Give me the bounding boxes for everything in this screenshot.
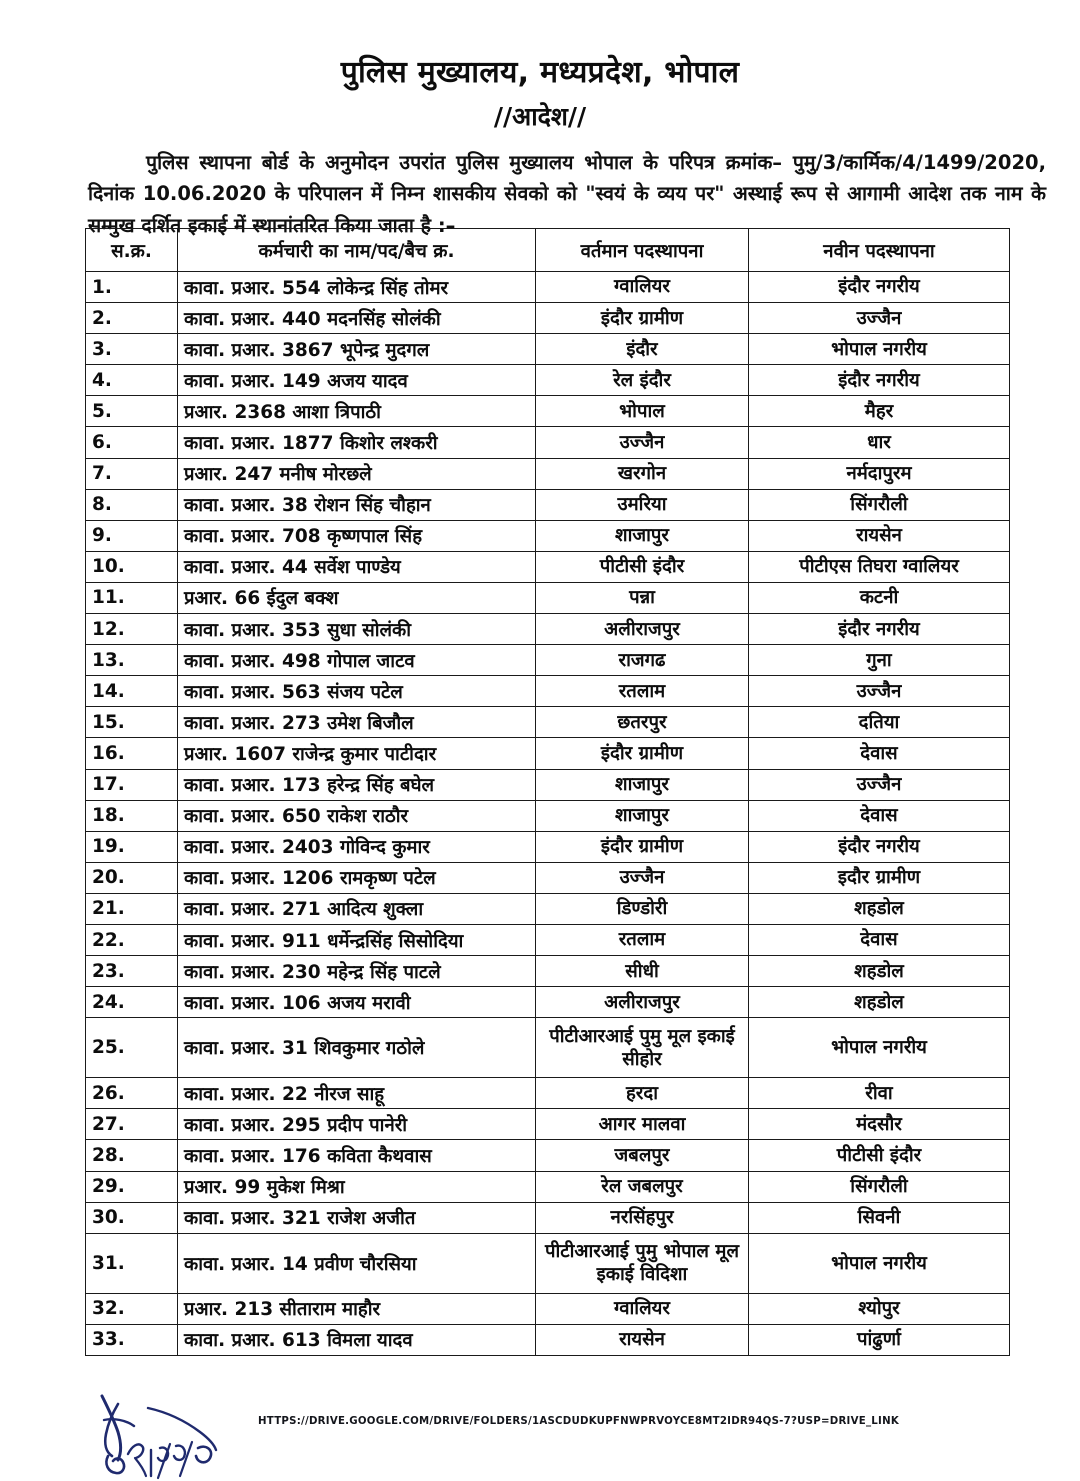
table-row bbox=[86, 1140, 1010, 1171]
table-header-row bbox=[86, 229, 1010, 272]
table-row bbox=[86, 614, 1010, 645]
cell-current-posting: रतलाम bbox=[536, 676, 749, 707]
table-row bbox=[86, 1078, 1010, 1109]
cell-employee-name: कावा. प्रआर. 911 धर्मेन्द्रसिंह सिसोदिया bbox=[178, 924, 536, 955]
cell-serial-number: 8. bbox=[86, 489, 178, 520]
cell-employee-name: प्रआर. 247 मनीष मोरछले bbox=[178, 458, 536, 489]
cell-current-posting: जबलपुर bbox=[536, 1140, 749, 1171]
cell-employee-name: कावा. प्रआर. 31 शिवकुमार गठोले bbox=[178, 1018, 536, 1078]
source-url-text: HTTPS://DRIVE.GOOGLE.COM/DRIVE/FOLDERS/1ASCDUDKUPFNWPRVOYCE8MT2IDR94QS-7?USP=DRIVE_LINK bbox=[258, 1416, 899, 1427]
cell-current-posting: नरसिंहपुर bbox=[536, 1202, 749, 1233]
cell-new-posting: शहडोल bbox=[749, 893, 1010, 924]
table-row bbox=[86, 738, 1010, 769]
cell-serial-number: 19. bbox=[86, 831, 178, 862]
table-row bbox=[86, 551, 1010, 582]
cell-employee-name: प्रआर. 213 सीताराम माहौर bbox=[178, 1293, 536, 1324]
cell-current-posting: रेल इंदौर bbox=[536, 365, 749, 396]
table-body bbox=[86, 272, 1010, 1356]
table-row bbox=[86, 1171, 1010, 1202]
cell-serial-number: 15. bbox=[86, 707, 178, 738]
table-row bbox=[86, 1324, 1010, 1355]
cell-current-posting: अलीराजपुर bbox=[536, 614, 749, 645]
cell-current-posting: इंदौर ग्रामीण bbox=[536, 831, 749, 862]
cell-current-posting: उज्जैन bbox=[536, 862, 749, 893]
cell-current-posting: शाजापुर bbox=[536, 769, 749, 800]
cell-serial-number: 21. bbox=[86, 893, 178, 924]
cell-serial-number: 23. bbox=[86, 956, 178, 987]
cell-employee-name: कावा. प्रआर. 38 रोशन सिंह चौहान bbox=[178, 489, 536, 520]
cell-new-posting: गुना bbox=[749, 645, 1010, 676]
cell-new-posting: शहडोल bbox=[749, 987, 1010, 1018]
cell-new-posting: सिवनी bbox=[749, 1202, 1010, 1233]
cell-serial-number: 3. bbox=[86, 334, 178, 365]
cell-new-posting: उज्जैन bbox=[749, 676, 1010, 707]
cell-serial-number: 6. bbox=[86, 427, 178, 458]
cell-new-posting: भोपाल नगरीय bbox=[749, 334, 1010, 365]
cell-current-posting: इंदौर bbox=[536, 334, 749, 365]
cell-employee-name: कावा. प्रआर. 2403 गोविन्द कुमार bbox=[178, 831, 536, 862]
cell-new-posting: भोपाल नगरीय bbox=[749, 1233, 1010, 1293]
cell-new-posting: कटनी bbox=[749, 582, 1010, 613]
cell-current-posting: हरदा bbox=[536, 1078, 749, 1109]
cell-employee-name: कावा. प्रआर. 295 प्रदीप पानेरी bbox=[178, 1109, 536, 1140]
cell-serial-number: 12. bbox=[86, 614, 178, 645]
table-row bbox=[86, 831, 1010, 862]
cell-employee-name: कावा. प्रआर. 149 अजय यादव bbox=[178, 365, 536, 396]
table-row bbox=[86, 396, 1010, 427]
table-row bbox=[86, 676, 1010, 707]
cell-employee-name: कावा. प्रआर. 353 सुधा सोलंकी bbox=[178, 614, 536, 645]
column-header-serial: स.क्र. bbox=[86, 229, 178, 272]
cell-employee-name: कावा. प्रआर. 230 महेन्द्र सिंह पाटले bbox=[178, 956, 536, 987]
cell-current-posting: अलीराजपुर bbox=[536, 987, 749, 1018]
cell-serial-number: 13. bbox=[86, 645, 178, 676]
cell-current-posting: खरगोन bbox=[536, 458, 749, 489]
table-row bbox=[86, 1233, 1010, 1293]
cell-employee-name: कावा. प्रआर. 3867 भूपेन्द्र मुदगल bbox=[178, 334, 536, 365]
cell-current-posting: इंदौर ग्रामीण bbox=[536, 738, 749, 769]
column-header-employee-name: कर्मचारी का नाम/पद/बैच क्र. bbox=[178, 229, 536, 272]
cell-new-posting: सिंगरौली bbox=[749, 1171, 1010, 1202]
table-row bbox=[86, 427, 1010, 458]
cell-new-posting: देवास bbox=[749, 738, 1010, 769]
cell-current-posting: पीटीआरआई पुमु मूल इकाई सीहोर bbox=[536, 1018, 749, 1078]
cell-serial-number: 24. bbox=[86, 987, 178, 1018]
table-row bbox=[86, 956, 1010, 987]
cell-new-posting: इदौर ग्रामीण bbox=[749, 862, 1010, 893]
table-row bbox=[86, 272, 1010, 303]
cell-current-posting: सीधी bbox=[536, 956, 749, 987]
cell-current-posting: रायसेन bbox=[536, 1324, 749, 1355]
cell-current-posting: आगर मालवा bbox=[536, 1109, 749, 1140]
cell-serial-number: 14. bbox=[86, 676, 178, 707]
table-row bbox=[86, 645, 1010, 676]
cell-new-posting: पीटीएस तिघरा ग्वालियर bbox=[749, 551, 1010, 582]
cell-current-posting: रेल जबलपुर bbox=[536, 1171, 749, 1202]
cell-current-posting: पन्ना bbox=[536, 582, 749, 613]
transfer-table-container bbox=[85, 228, 957, 1356]
cell-current-posting: भोपाल bbox=[536, 396, 749, 427]
cell-employee-name: कावा. प्रआर. 106 अजय मरावी bbox=[178, 987, 536, 1018]
cell-current-posting: डिण्डोरी bbox=[536, 893, 749, 924]
cell-new-posting: इंदौर नगरीय bbox=[749, 614, 1010, 645]
table-row bbox=[86, 582, 1010, 613]
cell-employee-name: कावा. प्रआर. 708 कृष्णपाल सिंह bbox=[178, 520, 536, 551]
table-row bbox=[86, 1293, 1010, 1324]
cell-employee-name: कावा. प्रआर. 173 हरेन्द्र सिंह बघेल bbox=[178, 769, 536, 800]
cell-new-posting: नर्मदापुरम bbox=[749, 458, 1010, 489]
cell-serial-number: 31. bbox=[86, 1233, 178, 1293]
cell-employee-name: कावा. प्रआर. 1877 किशोर लश्करी bbox=[178, 427, 536, 458]
table-row bbox=[86, 800, 1010, 831]
cell-serial-number: 25. bbox=[86, 1018, 178, 1078]
cell-employee-name: कावा. प्रआर. 22 नीरज साहू bbox=[178, 1078, 536, 1109]
cell-new-posting: शहडोल bbox=[749, 956, 1010, 987]
cell-employee-name: कावा. प्रआर. 271 आदित्य शुक्ला bbox=[178, 893, 536, 924]
cell-serial-number: 7. bbox=[86, 458, 178, 489]
table-row bbox=[86, 893, 1010, 924]
cell-serial-number: 11. bbox=[86, 582, 178, 613]
column-header-new-posting: नवीन पदस्थापना bbox=[749, 229, 1010, 272]
cell-employee-name: प्रआर. 66 ईदुल बक्श bbox=[178, 582, 536, 613]
cell-new-posting: मंदसौर bbox=[749, 1109, 1010, 1140]
table-row bbox=[86, 769, 1010, 800]
cell-employee-name: कावा. प्रआर. 613 विमला यादव bbox=[178, 1324, 536, 1355]
cell-employee-name: कावा. प्रआर. 554 लोकेन्द्र सिंह तोमर bbox=[178, 272, 536, 303]
cell-new-posting: पांढुर्णा bbox=[749, 1324, 1010, 1355]
cell-employee-name: कावा. प्रआर. 176 कविता कैथवास bbox=[178, 1140, 536, 1171]
cell-new-posting: भोपाल नगरीय bbox=[749, 1018, 1010, 1078]
cell-serial-number: 27. bbox=[86, 1109, 178, 1140]
table-row bbox=[86, 303, 1010, 334]
cell-serial-number: 22. bbox=[86, 924, 178, 955]
table-row bbox=[86, 1018, 1010, 1078]
cell-employee-name: कावा. प्रआर. 273 उमेश बिजौल bbox=[178, 707, 536, 738]
cell-current-posting: शाजापुर bbox=[536, 520, 749, 551]
cell-serial-number: 10. bbox=[86, 551, 178, 582]
cell-serial-number: 32. bbox=[86, 1293, 178, 1324]
table-row bbox=[86, 334, 1010, 365]
table-row bbox=[86, 862, 1010, 893]
cell-serial-number: 16. bbox=[86, 738, 178, 769]
document-header bbox=[0, 0, 1080, 133]
cell-serial-number: 26. bbox=[86, 1078, 178, 1109]
cell-employee-name: कावा. प्रआर. 650 राकेश राठौर bbox=[178, 800, 536, 831]
cell-new-posting: देवास bbox=[749, 924, 1010, 955]
cell-serial-number: 9. bbox=[86, 520, 178, 551]
cell-serial-number: 20. bbox=[86, 862, 178, 893]
order-body-paragraph: पुलिस स्थापना बोर्ड के अनुमोदन उपरांत पुलिस मुख्यालय भोपाल के परिपत्र क्रमांक– पुमु/3/कार्मिक/4/1499/2020, दिनांक 10.06.2020 के परिपालन में निम्न शासकीय सेवको को "स्वयं के व्यय पर" अस्थाई रूप से आगामी आदेश तक नाम के सम्मुख दर्शित इकाई में स्थानांतरित किया जाता है :– bbox=[88, 150, 1046, 237]
cell-current-posting: पीटीसी इंदौर bbox=[536, 551, 749, 582]
table-row bbox=[86, 458, 1010, 489]
cell-serial-number: 2. bbox=[86, 303, 178, 334]
table-row bbox=[86, 1202, 1010, 1233]
cell-serial-number: 18. bbox=[86, 800, 178, 831]
cell-new-posting: इंदौर नगरीय bbox=[749, 272, 1010, 303]
cell-new-posting: श्योपुर bbox=[749, 1293, 1010, 1324]
cell-new-posting: देवास bbox=[749, 800, 1010, 831]
cell-new-posting: उज्जैन bbox=[749, 769, 1010, 800]
cell-serial-number: 30. bbox=[86, 1202, 178, 1233]
cell-new-posting: उज्जैन bbox=[749, 303, 1010, 334]
table-head bbox=[86, 229, 1010, 272]
cell-serial-number: 29. bbox=[86, 1171, 178, 1202]
table-row bbox=[86, 365, 1010, 396]
cell-current-posting: उज्जैन bbox=[536, 427, 749, 458]
cell-serial-number: 28. bbox=[86, 1140, 178, 1171]
cell-current-posting: इंदौर ग्रामीण bbox=[536, 303, 749, 334]
table-row bbox=[86, 1109, 1010, 1140]
cell-new-posting: पीटीसी इंदौर bbox=[749, 1140, 1010, 1171]
cell-current-posting: छतरपुर bbox=[536, 707, 749, 738]
cell-current-posting: ग्वालियर bbox=[536, 272, 749, 303]
cell-current-posting: उमरिया bbox=[536, 489, 749, 520]
cell-serial-number: 5. bbox=[86, 396, 178, 427]
cell-employee-name: प्रआर. 1607 राजेन्द्र कुमार पाटीदार bbox=[178, 738, 536, 769]
cell-employee-name: कावा. प्रआर. 1206 रामकृष्ण पटेल bbox=[178, 862, 536, 893]
table-row bbox=[86, 707, 1010, 738]
table-row bbox=[86, 489, 1010, 520]
cell-employee-name: कावा. प्रआर. 14 प्रवीण चौरसिया bbox=[178, 1233, 536, 1293]
cell-new-posting: इंदौर नगरीय bbox=[749, 831, 1010, 862]
table-row bbox=[86, 520, 1010, 551]
transfer-table bbox=[85, 228, 1010, 1356]
cell-new-posting: इंदौर नगरीय bbox=[749, 365, 1010, 396]
cell-new-posting: दतिया bbox=[749, 707, 1010, 738]
cell-new-posting: सिंगरौली bbox=[749, 489, 1010, 520]
cell-employee-name: कावा. प्रआर. 44 सर्वेश पाण्डेय bbox=[178, 551, 536, 582]
column-header-current-posting: वर्तमान पदस्थापना bbox=[536, 229, 749, 272]
cell-serial-number: 1. bbox=[86, 272, 178, 303]
cell-current-posting: ग्वालियर bbox=[536, 1293, 749, 1324]
cell-employee-name: कावा. प्रआर. 498 गोपाल जाटव bbox=[178, 645, 536, 676]
cell-serial-number: 33. bbox=[86, 1324, 178, 1355]
cell-current-posting: पीटीआरआई पुमु भोपाल मूल इकाई विदिशा bbox=[536, 1233, 749, 1293]
office-title: पुलिस मुख्यालय, मध्यप्रदेश, भोपाल bbox=[340, 55, 740, 90]
cell-employee-name: कावा. प्रआर. 440 मदनसिंह सोलंकी bbox=[178, 303, 536, 334]
cell-new-posting: रीवा bbox=[749, 1078, 1010, 1109]
table-row bbox=[86, 987, 1010, 1018]
document-footer bbox=[0, 1398, 1080, 1481]
cell-employee-name: प्रआर. 99 मुकेश मिश्रा bbox=[178, 1171, 536, 1202]
signature-with-date bbox=[88, 1394, 258, 1480]
cell-employee-name: कावा. प्रआर. 563 संजय पटेल bbox=[178, 676, 536, 707]
cell-new-posting: धार bbox=[749, 427, 1010, 458]
handwritten-signature-icon bbox=[88, 1394, 258, 1480]
cell-new-posting: मैहर bbox=[749, 396, 1010, 427]
cell-current-posting: राजगढ bbox=[536, 645, 749, 676]
cell-employee-name: कावा. प्रआर. 321 राजेश अजीत bbox=[178, 1202, 536, 1233]
cell-serial-number: 17. bbox=[86, 769, 178, 800]
cell-serial-number: 4. bbox=[86, 365, 178, 396]
cell-current-posting: रतलाम bbox=[536, 924, 749, 955]
table-row bbox=[86, 924, 1010, 955]
cell-employee-name: प्रआर. 2368 आशा त्रिपाठी bbox=[178, 396, 536, 427]
cell-current-posting: शाजापुर bbox=[536, 800, 749, 831]
cell-new-posting: रायसेन bbox=[749, 520, 1010, 551]
order-heading: //आदेश// bbox=[493, 101, 587, 131]
